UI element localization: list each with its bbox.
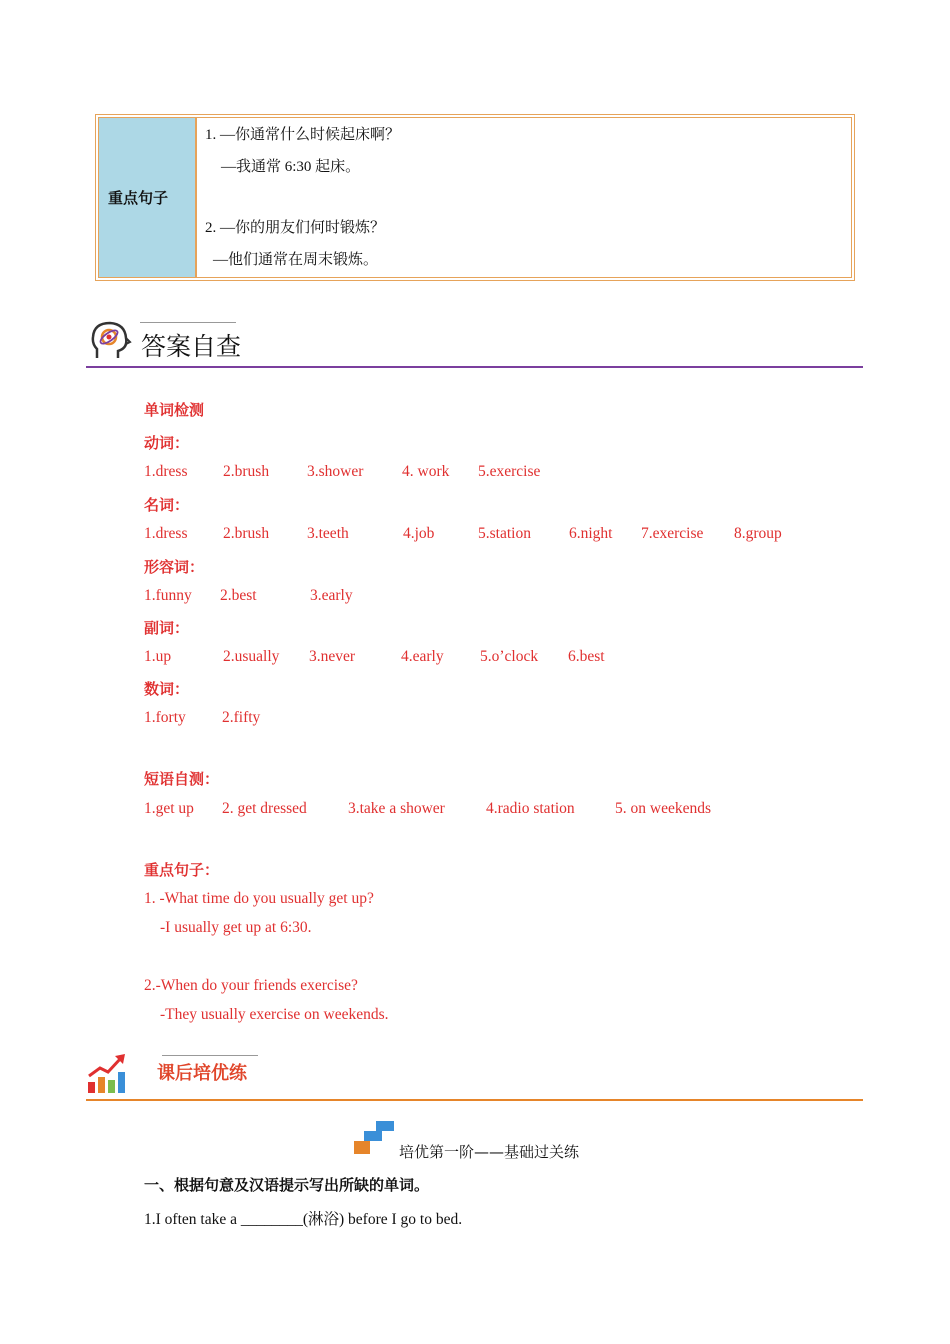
section-divider — [86, 1099, 863, 1101]
answer-section-title: 答案自查 — [141, 332, 242, 361]
verb-item: 2.brush — [223, 463, 270, 480]
adverb-item: 2.usually — [223, 648, 280, 665]
phrase-item: 3.take a shower — [348, 800, 445, 817]
noun-item: 6.night — [569, 525, 613, 542]
adverb-item: 1.up — [144, 648, 172, 665]
stage-title: 培优第一阶——基础过关练 — [399, 1143, 580, 1161]
adverb-item: 4.early — [401, 648, 444, 665]
sentence-line: -I usually get up at 6:30. — [160, 919, 312, 936]
phrase-item: 5. on weekends — [615, 800, 711, 817]
question-item: 1.I often take a ________(淋浴) before I go to bed. — [144, 1211, 463, 1228]
adjective-item: 3.early — [310, 587, 353, 604]
adjective-item: 1.funny — [144, 587, 192, 604]
noun-item: 3.teeth — [307, 525, 349, 542]
noun-item: 8.group — [734, 525, 782, 542]
noun-item: 7.exercise — [641, 525, 704, 542]
header-decor-line — [162, 1055, 258, 1056]
sentence-line: 2.-When do your friends exercise? — [144, 977, 358, 994]
noun-item: 2.brush — [223, 525, 270, 542]
noun-item: 1.dress — [144, 525, 188, 542]
noun-item: 5.station — [478, 525, 531, 542]
adverb-item: 3.never — [309, 648, 356, 665]
key-sentence-line: —我通常 6:30 起床。 — [221, 159, 361, 175]
key-sentence-line: —他们通常在周末锻炼。 — [213, 252, 379, 268]
sentence-line: 1. -What time do you usually get up? — [144, 890, 374, 907]
phrase-item: 1.get up — [144, 800, 194, 817]
section-divider — [86, 366, 863, 368]
key-sentence-line: 2. —你的朋友们何时锻炼？ — [205, 220, 386, 236]
word-check-heading: 单词检测 — [144, 401, 205, 419]
numeral-item: 2.fifty — [222, 709, 261, 726]
steps-icon — [354, 1121, 396, 1155]
verb-item: 1.dress — [144, 463, 188, 480]
noun-item: 4.job — [403, 525, 435, 542]
phrase-item: 4.radio station — [486, 800, 575, 817]
verb-item: 3.shower — [307, 463, 364, 480]
header-decor-line — [140, 322, 236, 323]
adjective-label: 形容词： — [144, 558, 205, 576]
growth-chart-icon — [86, 1052, 128, 1094]
sentence-line: -They usually exercise on weekends. — [160, 1006, 389, 1023]
adjective-item: 2.best — [220, 587, 257, 604]
practice-section-title: 课后培优练 — [157, 1063, 247, 1084]
adverb-label: 副词： — [144, 619, 190, 637]
verb-item: 4. work — [402, 463, 450, 480]
key-sentence-content — [197, 118, 851, 277]
phrase-check-heading: 短语自测： — [144, 770, 220, 788]
verb-item: 5.exercise — [478, 463, 541, 480]
adverb-item: 5.o’clock — [480, 648, 539, 665]
adverb-item: 6.best — [568, 648, 605, 665]
verb-label: 动词： — [144, 434, 190, 452]
head-brain-icon — [88, 318, 132, 364]
sentences-heading: 重点句子： — [144, 861, 220, 879]
noun-label: 名词： — [144, 496, 190, 514]
question-heading: 一、根据句意及汉语提示写出所缺的单词。 — [144, 1176, 430, 1194]
numeral-label: 数词： — [144, 680, 190, 698]
key-sentence-label: 重点句子 — [99, 118, 197, 277]
numeral-item: 1.forty — [144, 709, 186, 726]
key-sentence-table — [95, 114, 855, 281]
phrase-item: 2. get dressed — [222, 800, 307, 817]
key-sentence-line: 1. —你通常什么时候起床啊？ — [205, 127, 401, 143]
